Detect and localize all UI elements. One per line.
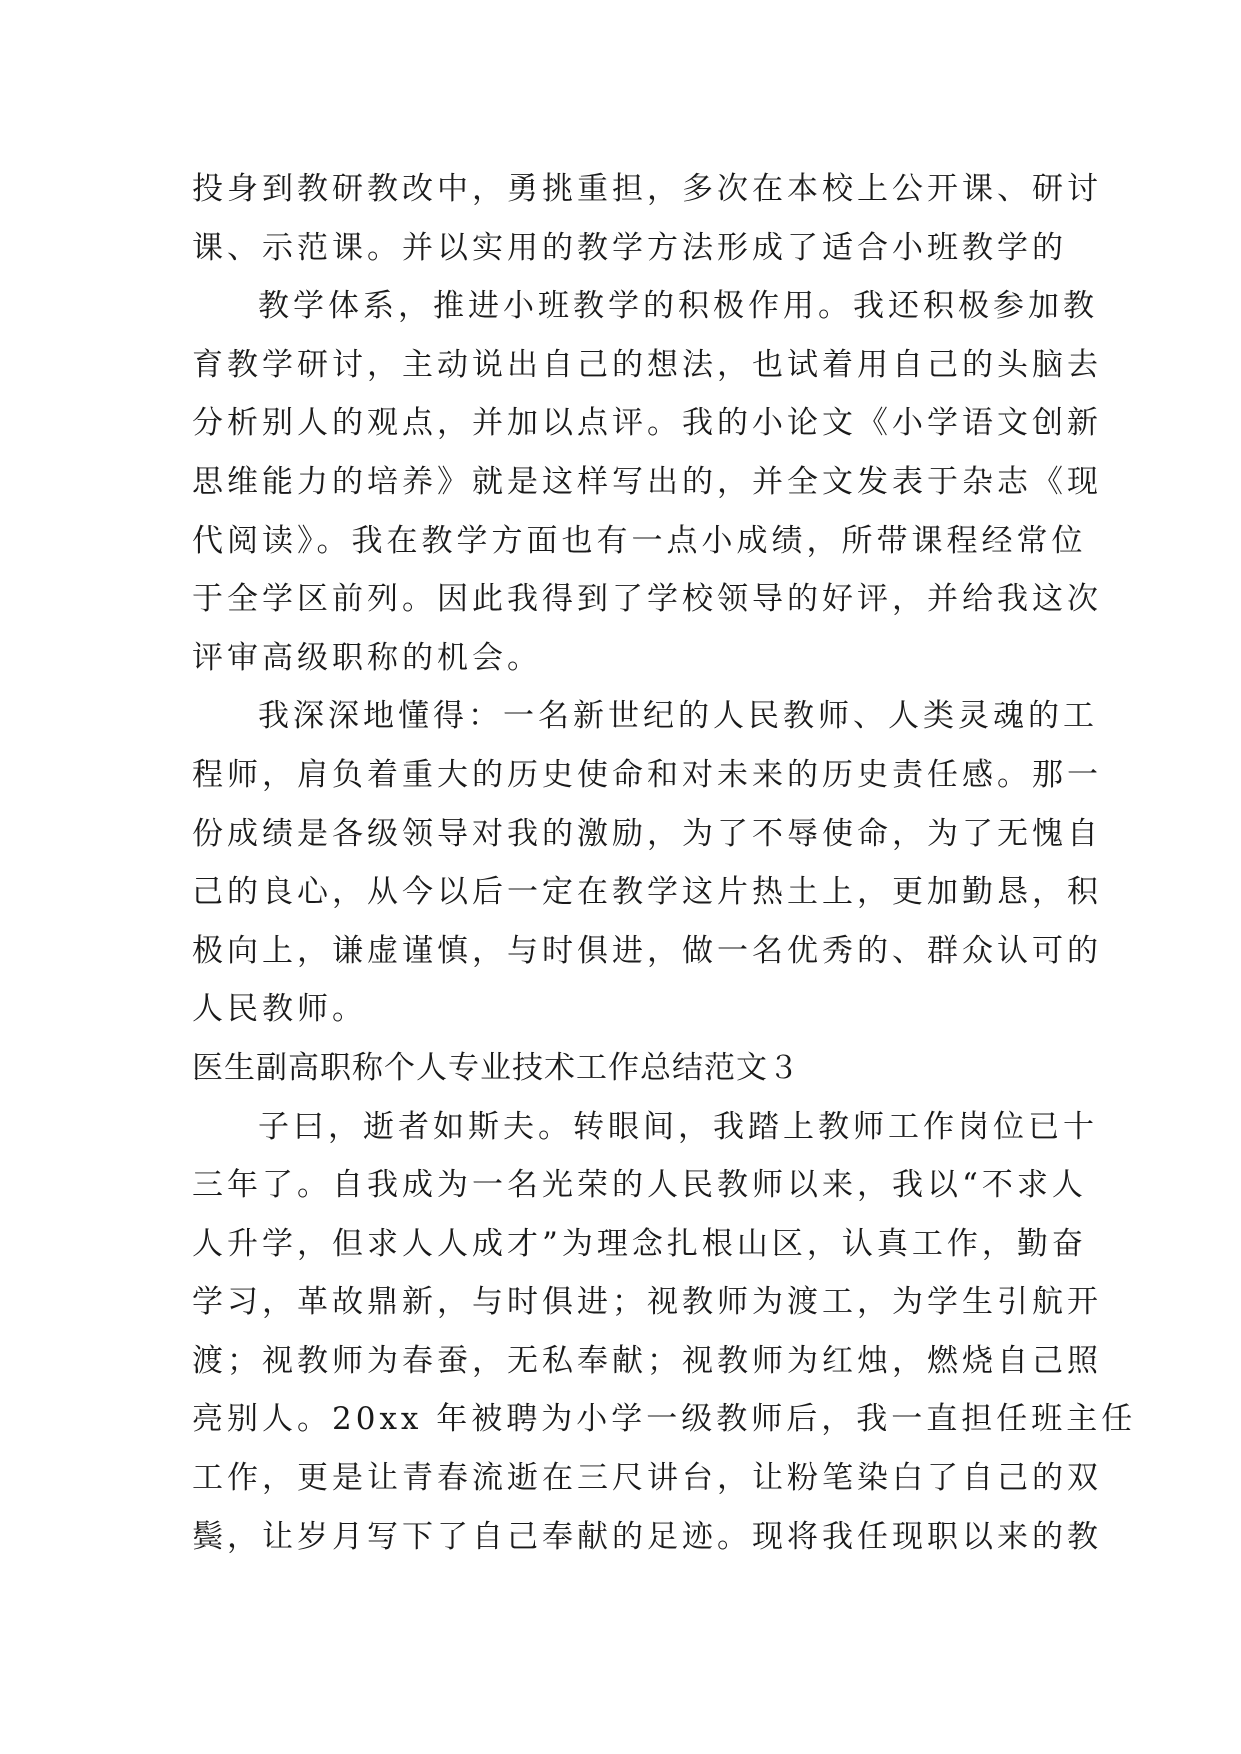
text-line: 人民教师。 bbox=[192, 991, 367, 1028]
text-line: 教学体系，推进小班教学的积极作用。我还积极参加教 bbox=[258, 288, 1098, 325]
text-line: 我深深地懂得：一名新世纪的人民教师、人类灵魂的工 bbox=[258, 698, 1098, 735]
text-line: 程师，肩负着重大的历史使命和对未来的历史责任感。那一 bbox=[192, 756, 1102, 793]
text-line: 极向上，谦虚谨慎，与时俱进，做一名优秀的、群众认可的 bbox=[192, 932, 1102, 969]
text-line: 亮别人。20xx 年被聘为小学一级教师后，我一直担任班主任 bbox=[192, 1401, 1137, 1438]
text-line: 评审高级职称的机会。 bbox=[192, 639, 542, 676]
text-line: 工作，更是让青春流逝在三尺讲台，让粉笔染白了自己的双 bbox=[192, 1460, 1102, 1497]
text-line: 人升学，但求人人成才”为理念扎根山区，认真工作，勤奋 bbox=[192, 1225, 1087, 1262]
document-page bbox=[192, 160, 1137, 1566]
text-line: 三年了。自我成为一名光荣的人民教师以来，我以“不求人 bbox=[192, 1167, 1087, 1204]
text-line: 渡；视教师为春蚕，无私奉献；视教师为红烛，燃烧自己照 bbox=[192, 1342, 1102, 1379]
text-line: 思维能力的培养》就是这样写出的，并全文发表于杂志《现 bbox=[192, 463, 1102, 500]
text-line: 子曰，逝者如斯夫。转眼间，我踏上教师工作岗位已十 bbox=[258, 1108, 1098, 1145]
text-line: 课、示范课。并以实用的教学方法形成了适合小班教学的 bbox=[192, 229, 1067, 266]
text-line: 份成绩是各级领导对我的激励，为了不辱使命，为了无愧自 bbox=[192, 815, 1102, 852]
text-line: 鬓，让岁月写下了自己奉献的足迹。现将我任现职以来的教 bbox=[192, 1518, 1102, 1555]
text-line: 投身到教研教改中，勇挑重担，多次在本校上公开课、研讨 bbox=[192, 171, 1102, 207]
text-line: 代阅读》。我在教学方面也有一点小成绩，所带课程经常位 bbox=[192, 522, 1087, 559]
text-line: 于全学区前列。因此我得到了学校领导的好评，并给我这次 bbox=[192, 581, 1102, 618]
text-line: 己的良心，从今以后一定在教学这片热土上，更加勤恳，积 bbox=[192, 874, 1102, 911]
text-line: 学习，革故鼎新，与时俱进；视教师为渡工，为学生引航开 bbox=[192, 1284, 1102, 1321]
section-heading: 医生副高职称个人专业技术工作总结范文３ bbox=[192, 1049, 800, 1086]
text-line: 分析别人的观点，并加以点评。我的小论文《小学语文创新 bbox=[192, 405, 1102, 442]
text-line: 育教学研讨，主动说出自己的想法，也试着用自己的头脑去 bbox=[192, 346, 1102, 383]
